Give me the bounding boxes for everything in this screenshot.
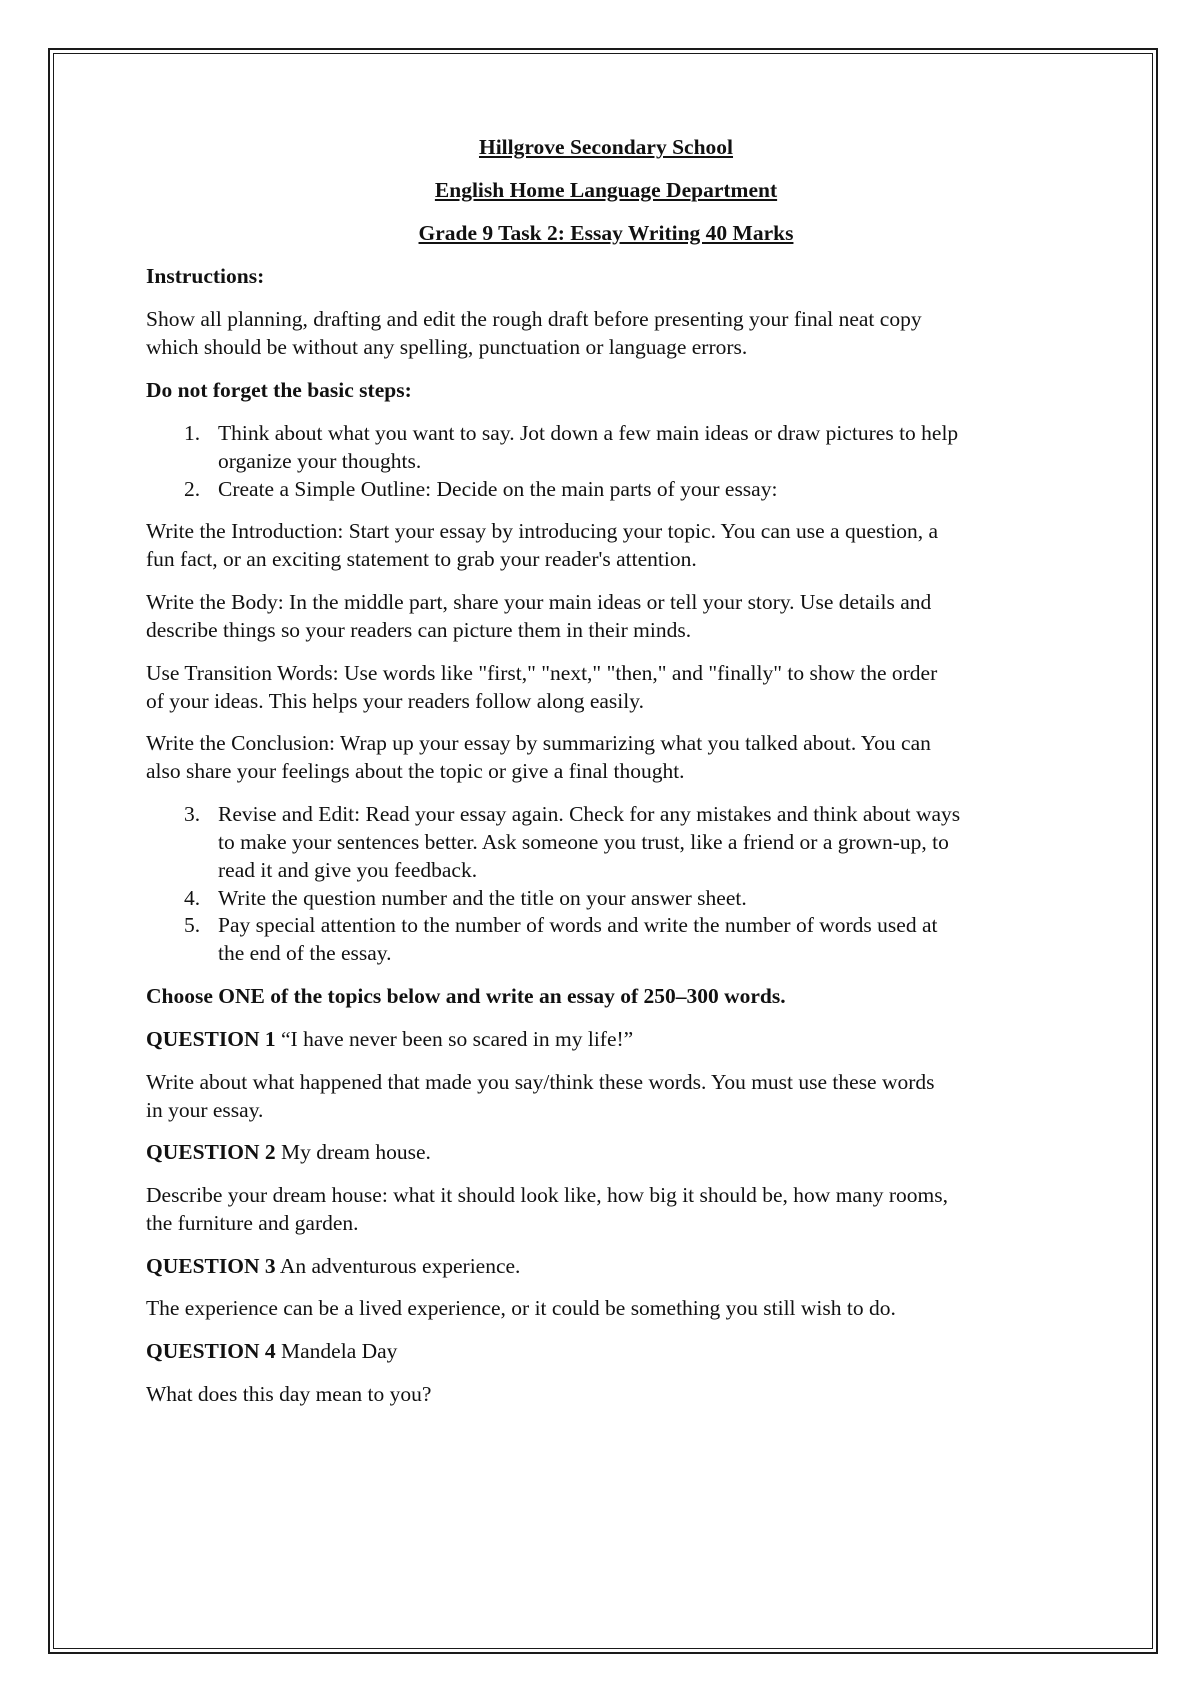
question-description: What does this day mean to you? [146, 1382, 432, 1406]
question-label: QUESTION 4 [146, 1339, 276, 1363]
step-text: read it and give you feedback. [218, 858, 478, 882]
step-text: Think about what you want to say. Jot down a few main ideas or draw pictures to help [218, 421, 959, 445]
outline-paragraph-line: Write the Body: In the middle part, share your main ideas or tell your story. Use details and [146, 590, 932, 614]
question-description: Describe your dream house: what it should look like, how big it should be, how many rooms, [146, 1183, 948, 1207]
step-text: Write the question number and the title on your answer sheet. [218, 886, 747, 910]
step-text: Create a Simple Outline: Decide on the main parts of your essay: [218, 477, 778, 501]
steps-label: Do not forget the basic steps: [146, 378, 412, 402]
instructions-line: which should be without any spelling, punctuation or language errors. [146, 335, 748, 359]
question-title: An adventurous experience. [279, 1254, 521, 1278]
question-description: in your essay. [146, 1098, 264, 1122]
question-description: Write about what happened that made you say/think these words. You must use these words [146, 1070, 935, 1094]
step-text: the end of the essay. [218, 941, 392, 965]
step-text: Pay special attention to the number of words and write the number of words used at [218, 913, 938, 937]
question-description: The experience can be a lived experience, or it could be something you still wish to do. [146, 1296, 896, 1320]
question-heading [146, 1024, 633, 1054]
step-text: organize your thoughts. [218, 449, 422, 473]
step-text: to make your sentences better. Ask someone you trust, like a friend or a grown-up, to [218, 830, 949, 854]
question-label: QUESTION 1 [146, 1027, 276, 1051]
step-number: 2. [184, 477, 201, 501]
question-title: “I have never been so scared in my life!” [281, 1027, 634, 1051]
question-heading [146, 1137, 431, 1167]
step-number: 1. [184, 421, 201, 445]
task-title-heading: Grade 9 Task 2: Essay Writing 40 Marks [418, 221, 794, 245]
step-number: 5. [184, 913, 201, 937]
question-title: My dream house. [281, 1140, 431, 1164]
outline-paragraph-line: Use Transition Words: Use words like "first," "next," "then," and "finally" to show the order [146, 661, 938, 685]
outline-paragraph-line: also share your feelings about the topic or give a final thought. [146, 759, 685, 783]
school-heading: Hillgrove Secondary School [478, 135, 734, 159]
question-title: Mandela Day [281, 1339, 398, 1363]
department-heading: English Home Language Department [434, 178, 778, 202]
outline-paragraph-line: Write the Conclusion: Wrap up your essay by summarizing what you talked about. You can [146, 731, 931, 755]
choose-topic-instruction: Choose ONE of the topics below and write an essay of 250–300 words. [146, 984, 786, 1008]
question-heading [146, 1336, 397, 1366]
step-text: Revise and Edit: Read your essay again. Check for any mistakes and think about ways [218, 802, 961, 826]
question-label: QUESTION 3 [146, 1254, 276, 1278]
outline-paragraph-line: of your ideas. This helps your readers follow along easily. [146, 689, 644, 713]
outline-paragraph-line: fun fact, or an exciting statement to grab your reader's attention. [146, 547, 697, 571]
outline-paragraph-line: describe things so your readers can picture them in their minds. [146, 618, 692, 642]
question-label: QUESTION 2 [146, 1140, 276, 1164]
step-number: 3. [184, 802, 201, 826]
step-number: 4. [184, 886, 201, 910]
instructions-label: Instructions: [146, 264, 265, 288]
question-description: the furniture and garden. [146, 1211, 359, 1235]
instructions-line: Show all planning, drafting and edit the rough draft before presenting your final neat copy [146, 307, 922, 331]
outline-paragraph-line: Write the Introduction: Start your essay by introducing your topic. You can use a question, a [146, 519, 939, 543]
question-heading [146, 1251, 520, 1281]
